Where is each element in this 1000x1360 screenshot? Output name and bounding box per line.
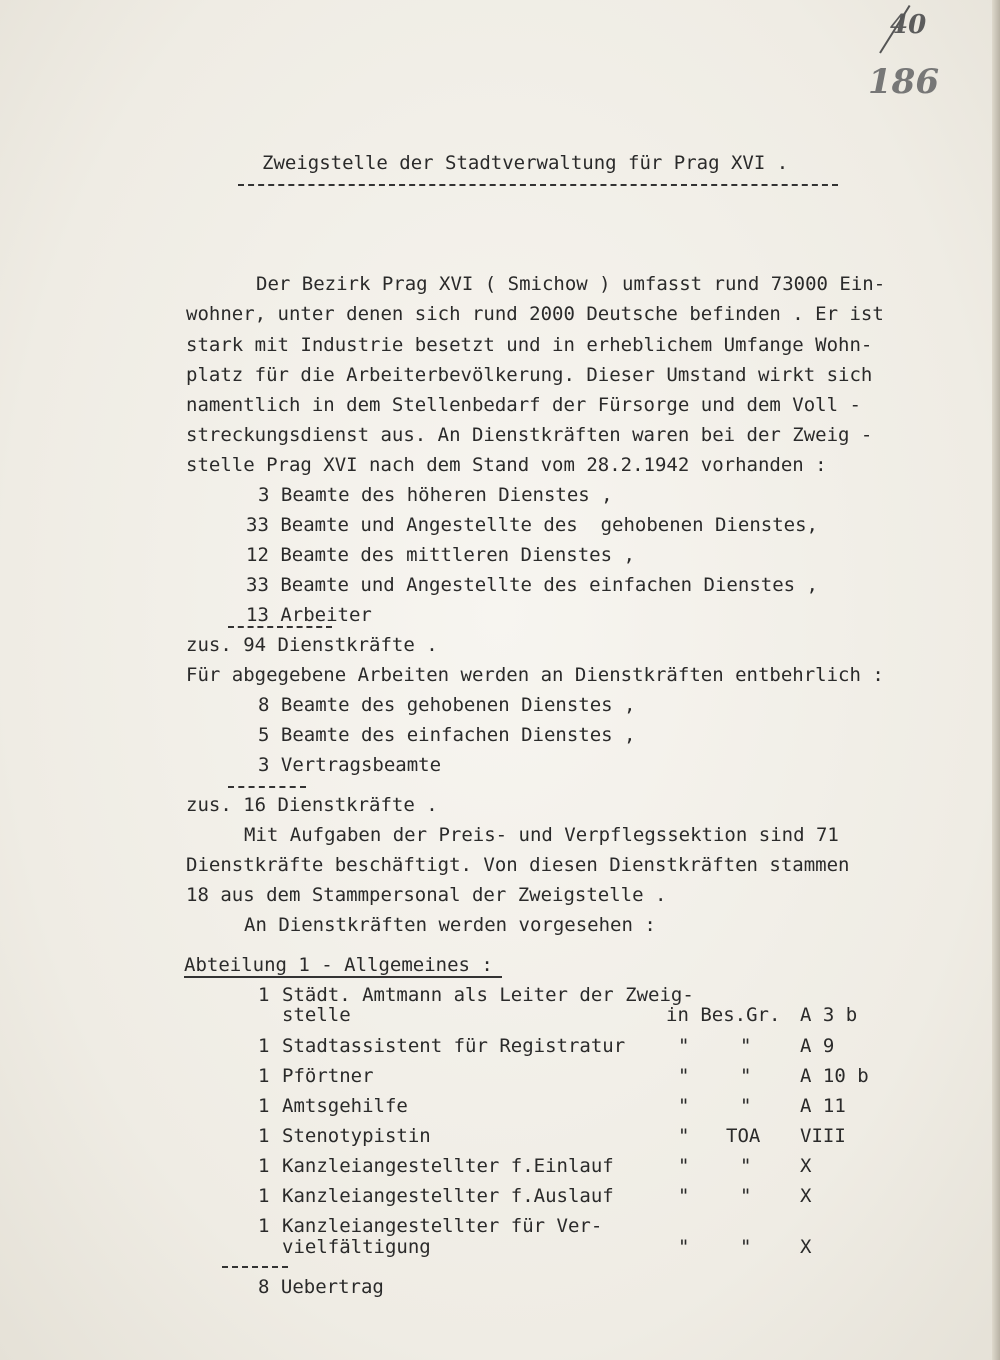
position-count: 1 [258,1125,270,1147]
section-line: An Dienstkräften werden vorgesehen : [244,914,656,936]
ditto-mark: " [740,1065,752,1087]
paragraph-line: platz für die Arbeiterbevölkerung. Dieser Umstand wirkt sich [186,364,873,386]
staff-item: 33 Beamte und Angestellte des gehobenen Dienstes, [246,514,818,536]
position-title-continued: vielfältigung [282,1236,431,1258]
position-count: 1 [258,1185,270,1207]
ditto-mark: " [678,1236,690,1258]
dispensable-item: 5 Beamte des einfachen Dienstes , [258,724,636,746]
paragraph-line: wohner, unter denen sich rund 2000 Deutsche befinden . Er ist [186,303,884,325]
ditto-mark: " [678,1125,690,1147]
staff-item: 33 Beamte und Angestellte des einfachen Dienstes , [246,574,818,596]
position-payclass: in Bes.Gr. [666,1004,781,1026]
paragraph-line: stark mit Industrie besetzt und in erheblichem Umfange Wohn- [186,334,873,356]
position-grade: X [800,1185,812,1207]
dispensable-item: 3 Vertragsbeamte [258,754,442,776]
position-title-continued: stelle [282,1004,351,1026]
staff-item: 3 Beamte des höheren Dienstes , [258,484,613,506]
ditto-mark: " [740,1035,752,1057]
ditto-mark: " [740,1236,752,1258]
new-page-number: 186 [868,62,939,102]
carry-over: 8 Uebertrag [258,1276,384,1298]
ditto-mark: " [678,1095,690,1117]
sum-line [222,1266,288,1268]
position-title: Städt. Amtmann als Leiter der Zweig- [282,984,694,1006]
position-grade: X [800,1236,812,1258]
paragraph-line: stelle Prag XVI nach dem Stand vom 28.2.1942 vorhanden : [186,454,827,476]
paragraph-line: Der Bezirk Prag XVI ( Smichow ) umfasst rund 73000 Ein- [256,273,886,295]
position-grade: VIII [800,1125,846,1147]
department-heading-underline [184,976,502,978]
ditto-mark: " [678,1185,690,1207]
section-line: 18 aus dem Stammpersonal der Zweigstelle . [186,884,667,906]
ditto-mark: " [740,1095,752,1117]
paragraph-line: streckungsdienst aus. An Dienstkräften waren bei der Zweig - [186,424,873,446]
position-payclass: TOA [726,1125,761,1147]
position-title: Kanzleiangestellter für Ver- [282,1215,603,1237]
ditto-mark: " [678,1035,690,1057]
position-count: 1 [258,984,270,1006]
position-count: 1 [258,1155,270,1177]
staff-item: 13 Arbeiter [246,604,372,626]
position-title: Stadtassistent für Registratur [282,1035,626,1057]
ditto-mark: " [740,1155,752,1177]
sum-line [228,786,306,788]
staff-total: zus. 94 Dienstkräfte . [186,634,438,656]
section-line: Dienstkräfte beschäftigt. Von diesen Dienstkräften stammen [186,854,850,876]
ditto-mark: " [740,1185,752,1207]
position-grade: A 11 [800,1095,846,1117]
staff-item: 12 Beamte des mittleren Dienstes , [246,544,635,566]
position-title: Pförtner [282,1065,374,1087]
position-count: 1 [258,1065,270,1087]
position-count: 1 [258,1095,270,1117]
position-title: Kanzleiangestellter f.Einlauf [282,1155,614,1177]
department-heading: Abteilung 1 - Allgemeines : [184,954,493,976]
dispensable-intro: Für abgegebene Arbeiten werden an Dienstkräften entbehrlich : [186,664,884,686]
position-grade: A 10 b [800,1065,869,1087]
page-edge-shadow [992,0,1000,1360]
document-title: Zweigstelle der Stadtverwaltung für Prag XVI . [262,152,789,174]
ditto-mark: " [678,1155,690,1177]
old-page-number: 40 [890,10,927,40]
dispensable-item: 8 Beamte des gehobenen Dienstes , [258,694,636,716]
position-grade: A 3 b [800,1004,858,1026]
position-title: Stenotypistin [282,1125,431,1147]
position-count: 1 [258,1035,270,1057]
title-underline [238,184,838,186]
section-line: Mit Aufgaben der Preis- und Verpflegssektion sind 71 [244,824,839,846]
position-title: Amtsgehilfe [282,1095,408,1117]
paragraph-line: namentlich in dem Stellenbedarf der Fürsorge und dem Voll - [186,394,861,416]
ditto-mark: " [678,1065,690,1087]
position-count: 1 [258,1215,270,1237]
dispensable-total: zus. 16 Dienstkräfte . [186,794,438,816]
position-title: Kanzleiangestellter f.Auslauf [282,1185,614,1207]
position-grade: A 9 [800,1035,835,1057]
position-grade: X [800,1155,812,1177]
sum-line [228,626,332,628]
